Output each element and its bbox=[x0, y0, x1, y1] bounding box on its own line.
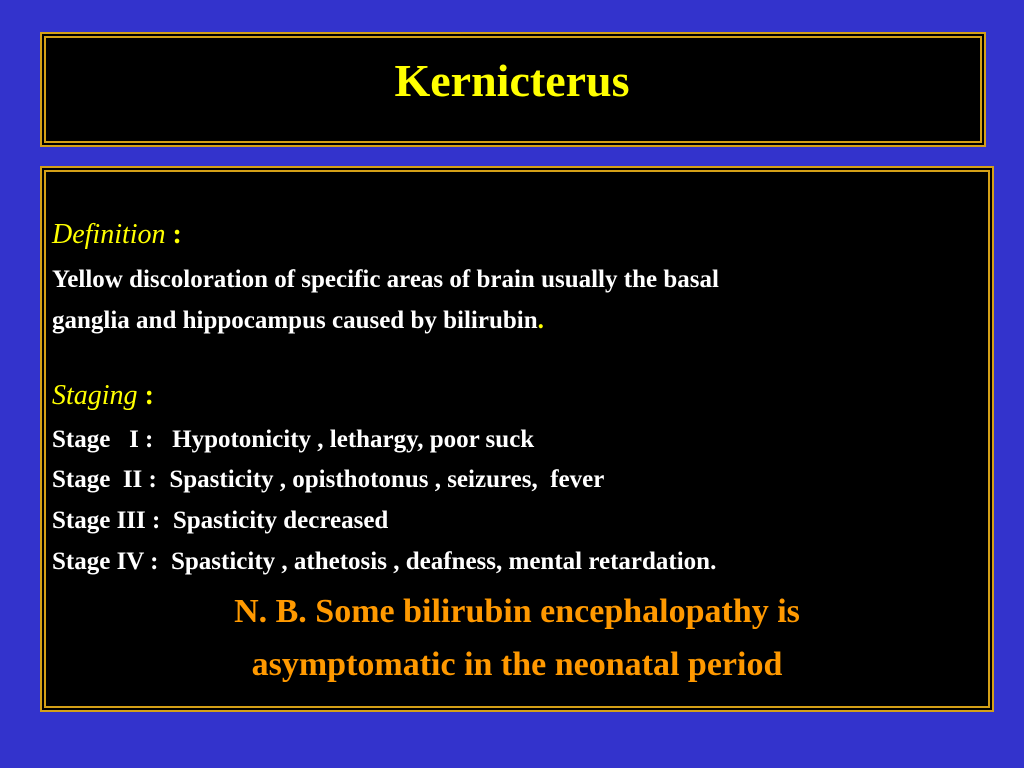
definition-line-1: Yellow discoloration of specific areas of brain usually the basal bbox=[52, 266, 719, 293]
definition-heading bbox=[52, 221, 182, 249]
stage-3: Stage III : Spasticity decreased bbox=[52, 507, 389, 534]
stage-2: Stage II : Spasticity , opisthotonus , seizures, fever bbox=[52, 466, 605, 493]
stage-1: Stage I : Hypotonicity , lethargy, poor suck bbox=[52, 426, 535, 453]
staging-heading-label: Staging bbox=[52, 380, 138, 411]
definition-colon: : bbox=[165, 219, 182, 250]
stage-4: Stage IV : Spasticity , athetosis , deafness, mental retardation. bbox=[52, 548, 717, 575]
note-line-2: asymptomatic in the neonatal period bbox=[251, 646, 783, 683]
staging-heading bbox=[52, 382, 154, 410]
definition-line-2-text: ganglia and hippocampus caused by bilirubin bbox=[52, 307, 538, 334]
staging-colon: : bbox=[137, 380, 154, 411]
definition-heading-label: Definition bbox=[52, 219, 166, 250]
definition-line-2-period: . bbox=[537, 307, 544, 334]
slide-title: Kernicterus bbox=[394, 55, 630, 106]
definition-line-2 bbox=[52, 308, 544, 333]
note-line-1: N. B. Some bilirubin encephalopathy is bbox=[234, 593, 800, 630]
